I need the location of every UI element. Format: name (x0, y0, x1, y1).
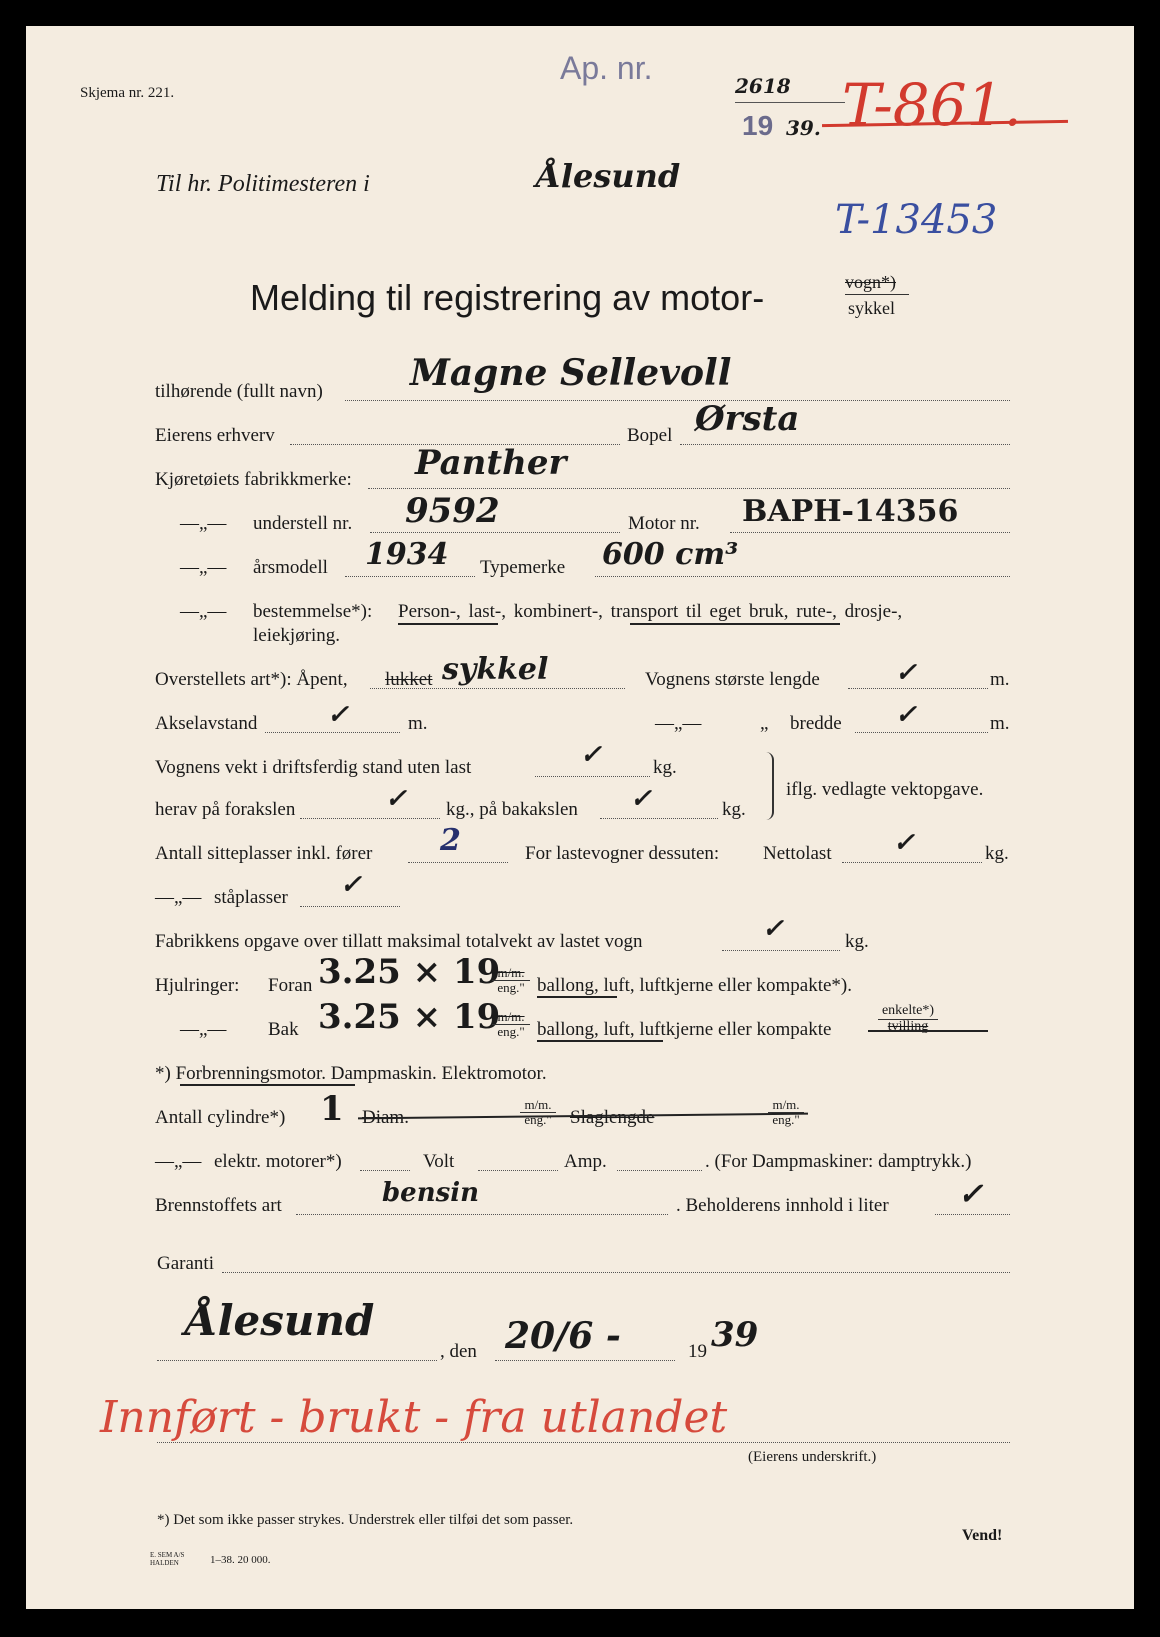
ditto-mark: —„— (155, 1151, 202, 1172)
width-unit: m. (990, 713, 1010, 734)
ditto-mark: —„— (180, 557, 227, 578)
purpose-label: bestemmelse*): (253, 601, 373, 622)
addressee-label: Til hr. Politimesteren i (156, 171, 370, 197)
model-year-line (345, 576, 475, 577)
red-reference-number: T-861. (842, 71, 1022, 139)
front-tyres-underline (537, 996, 617, 998)
purpose-underline-transport (630, 623, 840, 625)
width-label: bredde (790, 713, 842, 734)
motor-label: Motor nr. (628, 513, 700, 534)
cylinders-value[interactable]: 1 (320, 1089, 344, 1129)
chassis-value[interactable]: 9592 (405, 491, 500, 531)
wheelbase-value[interactable]: ✓ (327, 700, 349, 730)
amp-label: Amp. (564, 1151, 607, 1172)
tank-value[interactable]: ✓ (958, 1177, 984, 1212)
volt-line (478, 1170, 558, 1171)
blue-reference-number: T-13453 (835, 197, 998, 243)
chassis-label: understell nr. (253, 513, 353, 534)
owner-value[interactable]: Magne Sellevoll (410, 352, 732, 394)
make-label: Kjøretøiets fabrikkmerke: (155, 469, 352, 490)
rear-axle-value[interactable]: ✓ (630, 784, 652, 814)
type-label: Typemerke (480, 557, 566, 578)
wheelbase-unit: m. (408, 713, 428, 734)
body-value[interactable]: sykkel (442, 652, 549, 687)
stamp-line (735, 102, 845, 103)
tank-line (935, 1214, 1010, 1215)
print-run: 1–38. 20 000. (210, 1554, 271, 1566)
wheelbase-line (265, 732, 400, 733)
stamp-year: 19 (742, 110, 774, 141)
net-load-line (842, 862, 982, 863)
date-label: , den (440, 1341, 477, 1362)
year-prefix: 19 (688, 1341, 707, 1362)
owner-label: tilhørende (fullt navn) (155, 381, 323, 402)
year-value[interactable]: 39 (711, 1315, 759, 1355)
make-line (368, 488, 1010, 489)
tank-label: . Beholderens innhold i liter (676, 1195, 889, 1216)
purpose-underline-person (398, 623, 498, 625)
amp-line (617, 1170, 702, 1171)
engine-type-underline (180, 1084, 355, 1086)
title-option-vogn: vogn*) (845, 272, 896, 292)
cylinders-label: Antall cylindre*) (155, 1107, 286, 1128)
model-year-label: årsmodell (253, 557, 328, 578)
footnote: *) Det som ikke passer strykes. Understrek eller tilføi det som passer. (157, 1512, 574, 1528)
residence-value[interactable]: Ørsta (695, 399, 800, 439)
max-weight-line (722, 950, 840, 951)
owner-line (345, 400, 1010, 401)
diameter-label: Diam. (362, 1107, 409, 1128)
type-value[interactable]: 600 cm³ (602, 537, 739, 572)
stamp-year-suffix: 39. (786, 116, 821, 140)
standing-value[interactable]: ✓ (340, 870, 362, 900)
seats-line (408, 862, 508, 863)
addressee-town: Ålesund (536, 157, 681, 195)
red-annotation: Innført - brukt - fra utlandet (100, 1392, 728, 1443)
place-line (157, 1360, 437, 1361)
weight-brace (766, 752, 774, 820)
turn-over-label: Vend! (962, 1527, 1003, 1544)
front-tyres-unit: m/m. eng." (492, 966, 530, 994)
stamp-ap-nr: Ap. nr. (560, 50, 653, 86)
front-axle-value[interactable]: ✓ (385, 784, 407, 814)
length-value[interactable]: ✓ (895, 658, 917, 688)
front-tyres-label: Foran (268, 975, 313, 996)
fuel-value[interactable]: bensin (382, 1178, 480, 1208)
standing-label: ståplasser (214, 887, 288, 908)
title-option-sykkel: sykkel (848, 298, 895, 318)
form-number: Skjema nr. 221. (80, 85, 175, 101)
place-value[interactable]: Ålesund (185, 1296, 375, 1345)
ditto-mark: —„— (155, 887, 202, 908)
diameter-unit: m/m. eng." (520, 1098, 556, 1126)
ditto-mark: —„— (180, 1019, 227, 1040)
purpose-options: Person-, last-, kombinert-, transport til eget bruk, rute-, drosje-, (398, 601, 903, 622)
tyres-label: Hjulringer: (155, 975, 240, 996)
date-line (495, 1360, 675, 1361)
volt-label: Volt (423, 1151, 455, 1172)
seats-value[interactable]: 2 (440, 823, 461, 858)
fuel-label: Brennstoffets art (155, 1195, 282, 1216)
max-weight-unit: kg. (845, 931, 869, 952)
electric-line (360, 1170, 410, 1171)
residence-label: Bopel (627, 425, 673, 446)
front-axle-line (300, 818, 440, 819)
guarantee-line (222, 1272, 1010, 1273)
length-unit: m. (990, 669, 1010, 690)
engine-type-options: *) Forbrenningsmotor. Dampmaskin. Elektromotor. (155, 1063, 547, 1084)
width-value[interactable]: ✓ (895, 700, 917, 730)
front-axle-label: herav på forakslen (155, 799, 296, 820)
front-axle-unit: kg., på bakakslen (446, 799, 578, 820)
cargo-label: For lastevogner dessuten: (525, 843, 720, 864)
ditto-mark: —„— (180, 601, 227, 622)
rear-tyres-label: Bak (268, 1019, 299, 1040)
purpose-options-cont: leiekjøring. (253, 625, 341, 646)
fuel-line (296, 1214, 668, 1215)
rear-twin-strike (868, 1030, 988, 1032)
body-label: Overstellets art*): Åpent, (155, 669, 348, 690)
width-line (855, 732, 988, 733)
rear-tyres-unit: m/m. eng." (492, 1010, 530, 1038)
front-tyres-value[interactable]: 3.25 × 19 (318, 952, 501, 992)
net-load-label: Nettolast (763, 843, 832, 864)
printer-mark: E. SEM A/S HALDEN (150, 1551, 185, 1567)
standing-line (300, 906, 400, 907)
guarantee-label: Garanti (157, 1253, 214, 1274)
ditto-mark: —„— (180, 513, 227, 534)
net-load-unit: kg. (985, 843, 1009, 864)
max-weight-label: Fabrikkens opgave over tillatt maksimal totalvekt av lastet vogn (155, 931, 643, 952)
weight-value[interactable]: ✓ (580, 740, 602, 770)
stroke-label: Slaglengde (570, 1107, 655, 1128)
rear-tyres-underline (537, 1040, 663, 1042)
motor-line (730, 532, 1010, 533)
max-weight-value[interactable]: ✓ (762, 914, 784, 944)
net-load-value[interactable]: ✓ (893, 828, 915, 858)
weight-note: iflg. vedlagte vektopgave. (786, 779, 984, 800)
rear-tyres-value[interactable]: 3.25 × 19 (318, 997, 501, 1037)
steam-note: . (For Dampmaskiner: damptrykk.) (705, 1151, 972, 1172)
rear-tyres-single-twin: enkelte*) tvilling (878, 1004, 938, 1034)
length-label: Vognens største lengde (645, 669, 820, 690)
weight-unit: kg. (653, 757, 677, 778)
signature-line (157, 1442, 1010, 1443)
stamp-number: 2618 (735, 74, 791, 98)
ditto-quote: „ (760, 713, 769, 734)
wheelbase-label: Akselavstand (155, 713, 258, 734)
chassis-line (370, 532, 620, 533)
title-fraction-line (845, 294, 909, 295)
rear-axle-unit: kg. (722, 799, 746, 820)
type-line (595, 576, 1010, 577)
make-value[interactable]: Panther (415, 443, 567, 483)
length-line (848, 688, 988, 689)
body-option-closed: lukket (385, 669, 433, 690)
page-title: Melding til registrering av motor- (250, 277, 765, 318)
seats-label: Antall sitteplasser inkl. fører (155, 843, 373, 864)
rear-tyres-options: ballong, luft, luftkjerne eller kompakte (537, 1019, 832, 1040)
weight-label: Vognens vekt i driftsferdig stand uten last (155, 757, 472, 778)
front-tyres-options: ballong, luft, luftkjerne eller kompakte*). (537, 975, 852, 996)
weight-line (535, 776, 650, 777)
body-line (370, 688, 625, 689)
stroke-unit: m/m. eng." (768, 1098, 804, 1126)
occupation-label: Eierens erhverv (155, 425, 275, 446)
ditto-mark: —„— (655, 713, 702, 734)
electric-label: elektr. motorer*) (214, 1151, 342, 1172)
date-value[interactable]: 20/6 - (505, 1315, 621, 1357)
motor-value[interactable]: BAPH-14356 (742, 494, 959, 529)
owner-signature-label: (Eierens underskrift.) (748, 1449, 877, 1465)
rear-axle-line (600, 818, 718, 819)
model-year-value[interactable]: 1934 (365, 537, 449, 572)
residence-line (680, 444, 1010, 445)
